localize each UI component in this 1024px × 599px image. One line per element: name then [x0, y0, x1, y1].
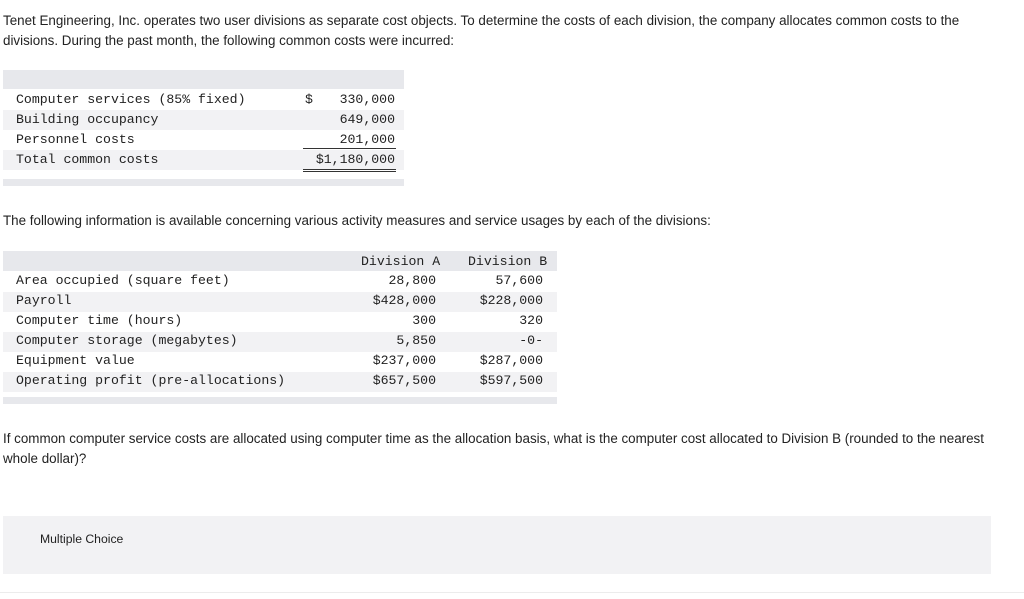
column-header-division-a: Division A [361, 254, 441, 269]
row-label: Building occupancy [16, 112, 159, 127]
division-a-value: $657,500 [372, 373, 436, 388]
division-b-value: $597,500 [479, 373, 543, 388]
division-b-value: -0- [519, 333, 543, 348]
table-header-bar [3, 70, 404, 89]
row-value: $1,180,000 [315, 152, 395, 167]
table-footer-bar [3, 397, 557, 404]
division-a-value: 300 [412, 313, 436, 328]
row-value: 330,000 [339, 92, 395, 107]
column-header-division-b: Division B [468, 254, 548, 269]
multiple-choice-label: Multiple Choice [40, 532, 124, 546]
row-label: Equipment value [16, 353, 135, 368]
division-a-value: $237,000 [372, 353, 436, 368]
total-double-underline [303, 169, 396, 172]
row-label: Payroll [16, 293, 72, 308]
table-row [3, 130, 404, 150]
row-label: Total common costs [16, 152, 159, 167]
activity-measures-table [3, 251, 557, 404]
division-a-value: 28,800 [388, 273, 436, 288]
subtotal-underline [303, 148, 396, 149]
currency-sign: $ [305, 92, 313, 107]
division-b-value: $228,000 [479, 293, 543, 308]
table-header-bar [3, 251, 557, 271]
division-a-value: 5,850 [396, 333, 436, 348]
common-costs-table [3, 70, 404, 186]
row-label: Area occupied (square feet) [16, 273, 230, 288]
division-b-value: 57,600 [495, 273, 543, 288]
table-row [3, 312, 557, 332]
row-label: Personnel costs [16, 132, 135, 147]
row-label: Computer time (hours) [16, 313, 183, 328]
info-paragraph: The following information is available concerning various activity measures and service usages by each of the divisions: [3, 213, 711, 228]
row-label: Operating profit (pre-allocations) [16, 373, 286, 388]
question-paragraph: If common computer service costs are allocated using computer time as the allocation basis, what is the computer cost allocated to Division B (rounded to the nearest whole dollar)? [3, 431, 984, 466]
row-value: 649,000 [339, 112, 395, 127]
table-row [3, 292, 557, 312]
division-b-value: 320 [519, 313, 543, 328]
division-a-value: $428,000 [372, 293, 436, 308]
row-value: 201,000 [339, 132, 395, 147]
table-footer-bar [3, 179, 404, 186]
intro-paragraph: Tenet Engineering, Inc. operates two user divisions as separate cost objects. To determine the costs of each division, the company allocates common costs to the divisions. During the past month, the following common costs were incurred: [3, 13, 960, 48]
table-row [3, 110, 404, 130]
table-row-total [3, 150, 404, 170]
table-row [3, 332, 557, 352]
row-label: Computer services (85% fixed) [16, 92, 246, 107]
bottom-divider [0, 592, 1024, 593]
table-row [3, 352, 557, 372]
multiple-choice-panel [3, 516, 991, 574]
table-row [3, 372, 557, 392]
table-row [3, 272, 557, 292]
table-row [3, 90, 404, 110]
division-b-value: $287,000 [479, 353, 543, 368]
row-label: Computer storage (megabytes) [16, 333, 238, 348]
